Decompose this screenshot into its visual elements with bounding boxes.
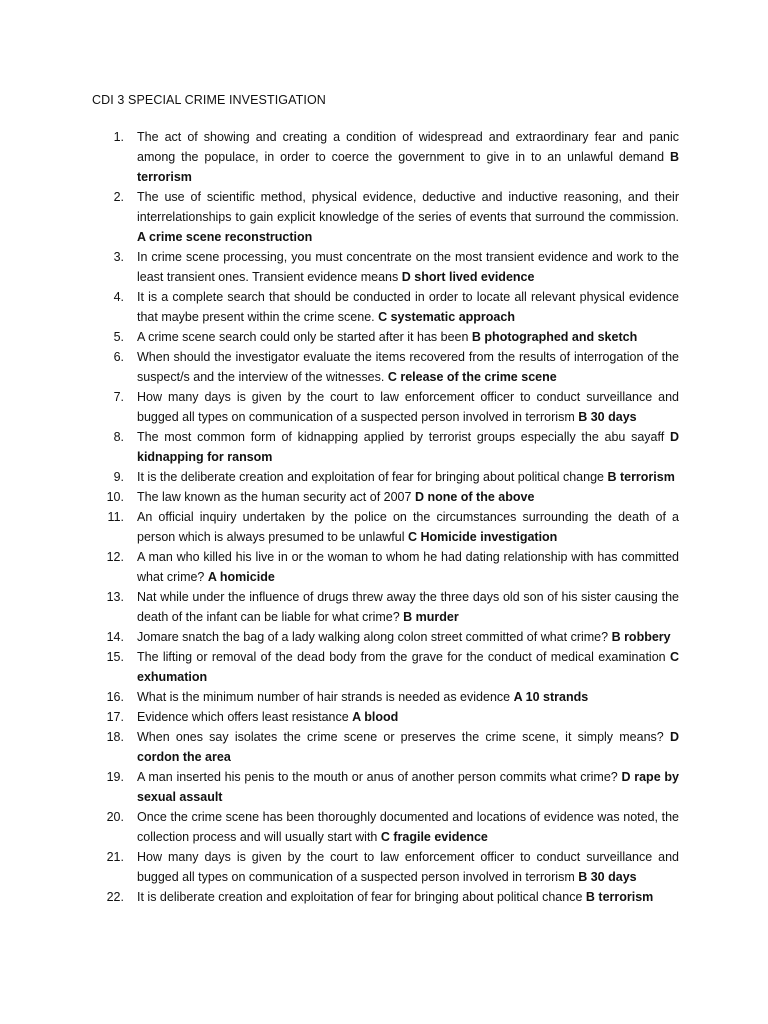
answer-text: B 30 days xyxy=(578,870,637,884)
question-number: 3. xyxy=(113,250,124,264)
answer-text: A homicide xyxy=(207,570,275,584)
question-item xyxy=(92,507,679,547)
question-number: 21. xyxy=(106,850,124,864)
question-text: A crime scene search could only be started after it has been xyxy=(137,330,469,344)
question-item xyxy=(92,187,679,247)
question-text: The most common form of kidnapping applied by terrorist groups especially the abu sayaff xyxy=(137,430,665,444)
question-item xyxy=(92,807,679,847)
question-number: 14. xyxy=(106,630,124,644)
question-text: The use of scientific method, physical evidence, deductive and inductive reasoning, and their interrelationships to gain explicit knowledge of the series of events that surround the commission. xyxy=(137,190,679,224)
question-item xyxy=(92,127,679,187)
answer-text: B photographed and sketch xyxy=(471,330,638,344)
question-number: 15. xyxy=(106,650,124,664)
question-text: It is deliberate creation and exploitation of fear for bringing about political chance xyxy=(137,890,583,904)
answer-text: D short lived evidence xyxy=(401,270,535,284)
question-number: 13. xyxy=(106,590,124,604)
question-number: 18. xyxy=(106,730,124,744)
question-number: 20. xyxy=(106,810,124,824)
question-number: 11. xyxy=(107,510,124,524)
answer-text: A blood xyxy=(352,710,399,724)
question-item xyxy=(92,287,679,327)
question-text: In crime scene processing, you must concentrate on the most transient evidence and work to the least transient ones. Transient evidence means xyxy=(137,250,679,284)
question-item xyxy=(92,327,679,347)
question-item xyxy=(92,847,679,887)
answer-text: D kidnapping for ransom xyxy=(137,430,679,464)
question-text: Once the crime scene has been thoroughly documented and locations of evidence was noted, the collection process and will usually start with xyxy=(137,810,679,844)
question-text: Nat while under the influence of drugs threw away the three days old son of his sister causing the death of the infant can be liable for what crime? xyxy=(137,590,679,624)
answer-text: C fragile evidence xyxy=(380,830,488,844)
question-number: 2. xyxy=(113,190,124,204)
answer-text: D cordon the area xyxy=(137,730,679,764)
answer-text: A crime scene reconstruction xyxy=(137,230,313,244)
question-number: 5. xyxy=(113,330,124,344)
question-item xyxy=(92,887,679,907)
question-number: 9. xyxy=(113,470,124,484)
question-text: What is the minimum number of hair strands is needed as evidence xyxy=(137,690,511,704)
question-number: 19. xyxy=(106,770,124,784)
question-text: How many days is given by the court to law enforcement officer to conduct surveillance and bugged all types on communication of a suspected person involved in terrorism xyxy=(137,390,679,424)
question-item xyxy=(92,767,679,807)
answer-text: B murder xyxy=(403,610,459,624)
question-list xyxy=(92,127,679,907)
answer-text: C systematic approach xyxy=(378,310,515,324)
question-number: 10. xyxy=(106,490,124,504)
answer-text: C exhumation xyxy=(137,650,679,684)
question-item xyxy=(92,727,679,767)
question-number: 6. xyxy=(113,350,124,364)
question-text: When should the investigator evaluate the items recovered from the results of interrogation of the suspect/s and the interview of the witnesses. xyxy=(137,350,679,384)
question-number: 12. xyxy=(106,550,124,564)
document-title: CDI 3 SPECIAL CRIME INVESTIGATION xyxy=(92,93,326,107)
question-item xyxy=(92,687,679,707)
question-text: A man who killed his live in or the woman to whom he had dating relationship with has committed what crime? xyxy=(137,550,679,584)
answer-text: C release of the crime scene xyxy=(387,370,557,384)
question-number: 8. xyxy=(113,430,124,444)
answer-text: D none of the above xyxy=(414,490,535,504)
answer-text: C Homicide investigation xyxy=(407,530,558,544)
question-text: The law known as the human security act of 2007 xyxy=(137,490,412,504)
question-number: 17. xyxy=(106,710,124,724)
question-item xyxy=(92,587,679,627)
question-item xyxy=(92,707,679,727)
question-text: It is the deliberate creation and exploitation of fear for bringing about political change xyxy=(137,470,604,484)
question-item xyxy=(92,487,679,507)
answer-text: B 30 days xyxy=(578,410,637,424)
question-number: 1. xyxy=(113,130,124,144)
question-text: How many days is given by the court to law enforcement officer to conduct surveillance and bugged all types on communication of a suspected person involved in terrorism xyxy=(137,850,679,884)
question-number: 16. xyxy=(106,690,124,704)
question-text: An official inquiry undertaken by the police on the circumstances surrounding the death of a person which is always presumed to be unlawful xyxy=(137,510,679,544)
question-text: Jomare snatch the bag of a lady walking along colon street committed of what crime? xyxy=(137,630,609,644)
question-item xyxy=(92,347,679,387)
answer-text: B terrorism xyxy=(607,470,675,484)
question-item xyxy=(92,627,679,647)
answer-text: B robbery xyxy=(611,630,671,644)
answer-text: B terrorism xyxy=(585,890,654,904)
answer-text: B terrorism xyxy=(137,150,679,184)
question-item xyxy=(92,647,679,687)
question-text: When ones say isolates the crime scene or preserves the crime scene, it simply means? xyxy=(137,730,664,744)
answer-text: A 10 strands xyxy=(513,690,589,704)
question-text: Evidence which offers least resistance xyxy=(137,710,349,724)
question-text: The act of showing and creating a condition of widespread and extraordinary fear and panic among the populace, in order to coerce the government to give in to an unlawful demand xyxy=(137,130,679,164)
question-text: It is a complete search that should be conducted in order to locate all relevant physical evidence that maybe present within the crime scene. xyxy=(137,290,679,324)
question-number: 7. xyxy=(113,390,124,404)
question-item xyxy=(92,467,679,487)
question-item xyxy=(92,427,679,467)
question-item xyxy=(92,547,679,587)
question-item xyxy=(92,247,679,287)
question-item xyxy=(92,387,679,427)
question-number: 22. xyxy=(106,890,124,904)
question-text: The lifting or removal of the dead body from the grave for the conduct of medical examination xyxy=(137,650,666,664)
question-number: 4. xyxy=(113,290,124,304)
answer-text: D rape by sexual assault xyxy=(137,770,679,804)
question-text: A man inserted his penis to the mouth or anus of another person commits what crime? xyxy=(137,770,618,784)
